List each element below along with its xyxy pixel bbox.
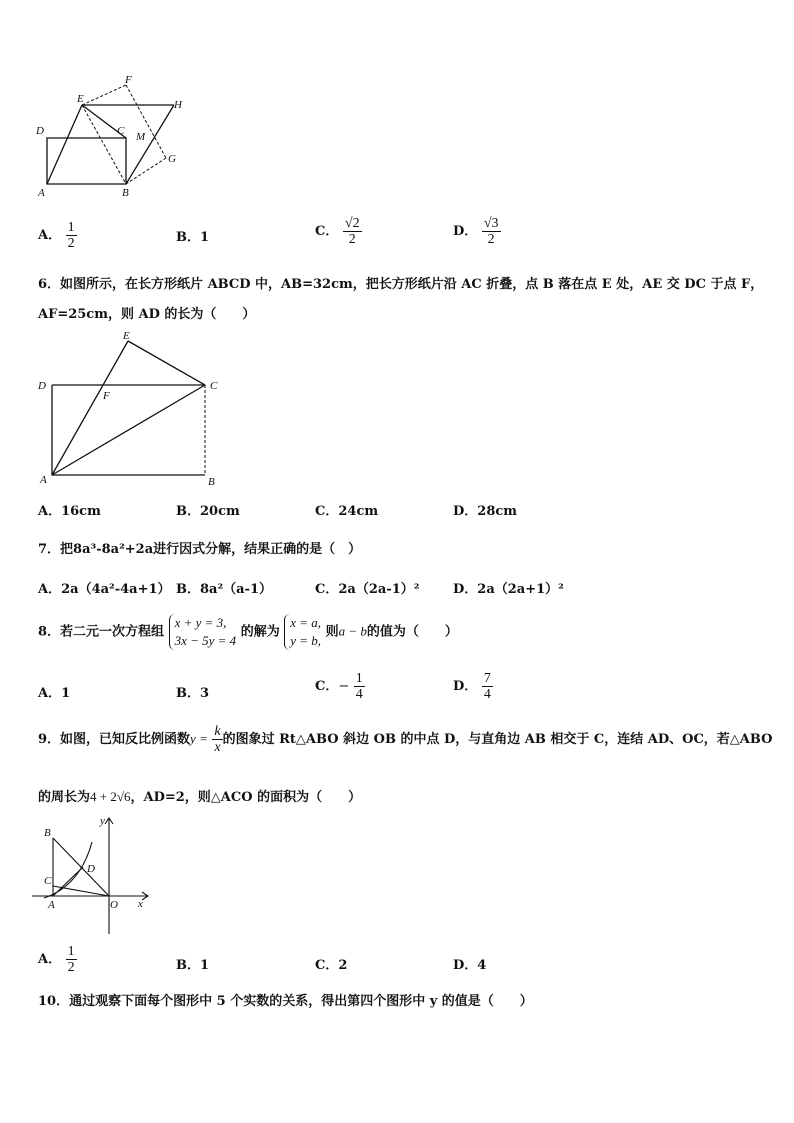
q9-figure	[30, 812, 160, 937]
label-F: F	[103, 390, 110, 402]
q7-option-d[interactable]: D．2a（2a+1）²	[453, 582, 564, 597]
label-O: O	[110, 899, 118, 911]
label-F: F	[125, 74, 132, 86]
label-A: A	[38, 187, 45, 199]
q7-stem: 7．把8a³-8a²+2a进行因式分解，结果正确的是（ ）	[38, 542, 362, 557]
label-C: C	[210, 380, 218, 392]
q5-figure	[30, 72, 190, 202]
q8-stem: 8．若二元一次方程组 x + y = 3, 3x − 5y = 4 的解为 x = a, y = b, 则a − b的值为（ ）	[38, 615, 458, 648]
fraction: $\frac{1}{2}$	[67, 220, 75, 251]
label-y: y	[100, 815, 105, 827]
q8-option-d[interactable]: D． $\frac{7}{4}$	[453, 671, 491, 702]
q6-option-b[interactable]: B．20cm	[176, 504, 240, 519]
label-E: E	[77, 93, 84, 105]
equation-system: x + y = 3, 3x − 5y = 4	[169, 614, 237, 650]
fraction: $\frac{7}{4}$	[483, 671, 491, 702]
q7-option-a[interactable]: A．2a（4a²-4a+1）	[38, 582, 171, 597]
q9-option-b[interactable]: B．1	[176, 958, 210, 973]
label-x: x	[138, 898, 143, 910]
label-D: D	[87, 863, 95, 875]
label-E: E	[123, 330, 130, 342]
label-A: A	[40, 474, 47, 486]
label-D: D	[36, 125, 44, 137]
label-M: M	[136, 131, 146, 143]
label-C: C	[44, 875, 52, 887]
label-H: H	[174, 99, 182, 111]
q9-line2: 的周长为4 + 2√6，AD=2，则△ACO 的面积为（ ）	[38, 789, 362, 805]
q7-option-b[interactable]: B．8a²（a-1）	[176, 582, 273, 597]
q9-option-d[interactable]: D．4	[453, 958, 487, 973]
solution-system: x = a, y = b,	[284, 614, 321, 650]
q6-option-c[interactable]: C．24cm	[315, 504, 379, 519]
fraction: $\frac{1}{2}$	[67, 944, 75, 975]
q6-option-a[interactable]: A．16cm	[38, 504, 101, 519]
label-D: D	[38, 380, 46, 392]
fraction: $\frac{√3}{2}$	[483, 216, 499, 247]
label-B: B	[44, 827, 51, 839]
q9-option-c[interactable]: C．2	[315, 958, 348, 973]
q9-line1: 9．如图，已知反比例函数y = $\frac{k}{x}$ 的图象过 Rt△ABO 斜边 OB 的中点 D，与直角边 AB 相交于 C，连结 AD、OC，若△ABO	[38, 724, 773, 755]
q5-option-b[interactable]: B．1	[176, 230, 210, 245]
label-A: A	[48, 899, 55, 911]
fraction: $\frac{k}{x}$	[214, 724, 221, 755]
label-B: B	[122, 187, 129, 199]
q6-line1: 6．如图所示，在长方形纸片 ABCD 中，AB=32cm，把长方形纸片沿 AC 折叠，点 B 落在点 E 处，AE 交 DC 于点 F，	[38, 277, 764, 292]
label-C: C	[117, 125, 125, 137]
q5-option-c[interactable]: C． $\frac{√2}{2}$	[315, 216, 360, 247]
q10-stem: 10．通过观察下面每个图形中 5 个实数的关系，得出第四个图形中 y 的值是（ ）	[38, 994, 533, 1009]
q6-line2: AF=25cm，则 AD 的长为（ ）	[38, 307, 256, 322]
q6-figure	[30, 325, 230, 490]
fraction: $\frac{√2}{2}$	[344, 216, 360, 247]
q6-option-d[interactable]: D．28cm	[453, 504, 518, 519]
q5-option-d[interactable]: D． $\frac{√3}{2}$	[453, 216, 499, 247]
q8-option-b[interactable]: B．3	[176, 686, 210, 701]
q9-option-a[interactable]: A． $\frac{1}{2}$	[38, 944, 75, 975]
label-G: G	[168, 153, 176, 165]
fraction: $\frac{1}{4}$	[355, 671, 363, 702]
label-B: B	[208, 476, 215, 488]
q8-option-a[interactable]: A．1	[38, 686, 71, 701]
q5-option-a[interactable]: A． $\frac{1}{2}$	[38, 220, 75, 251]
q8-option-c[interactable]: C．− $\frac{1}{4}$	[315, 671, 363, 702]
q7-option-c[interactable]: C．2a（2a-1）²	[315, 582, 420, 597]
